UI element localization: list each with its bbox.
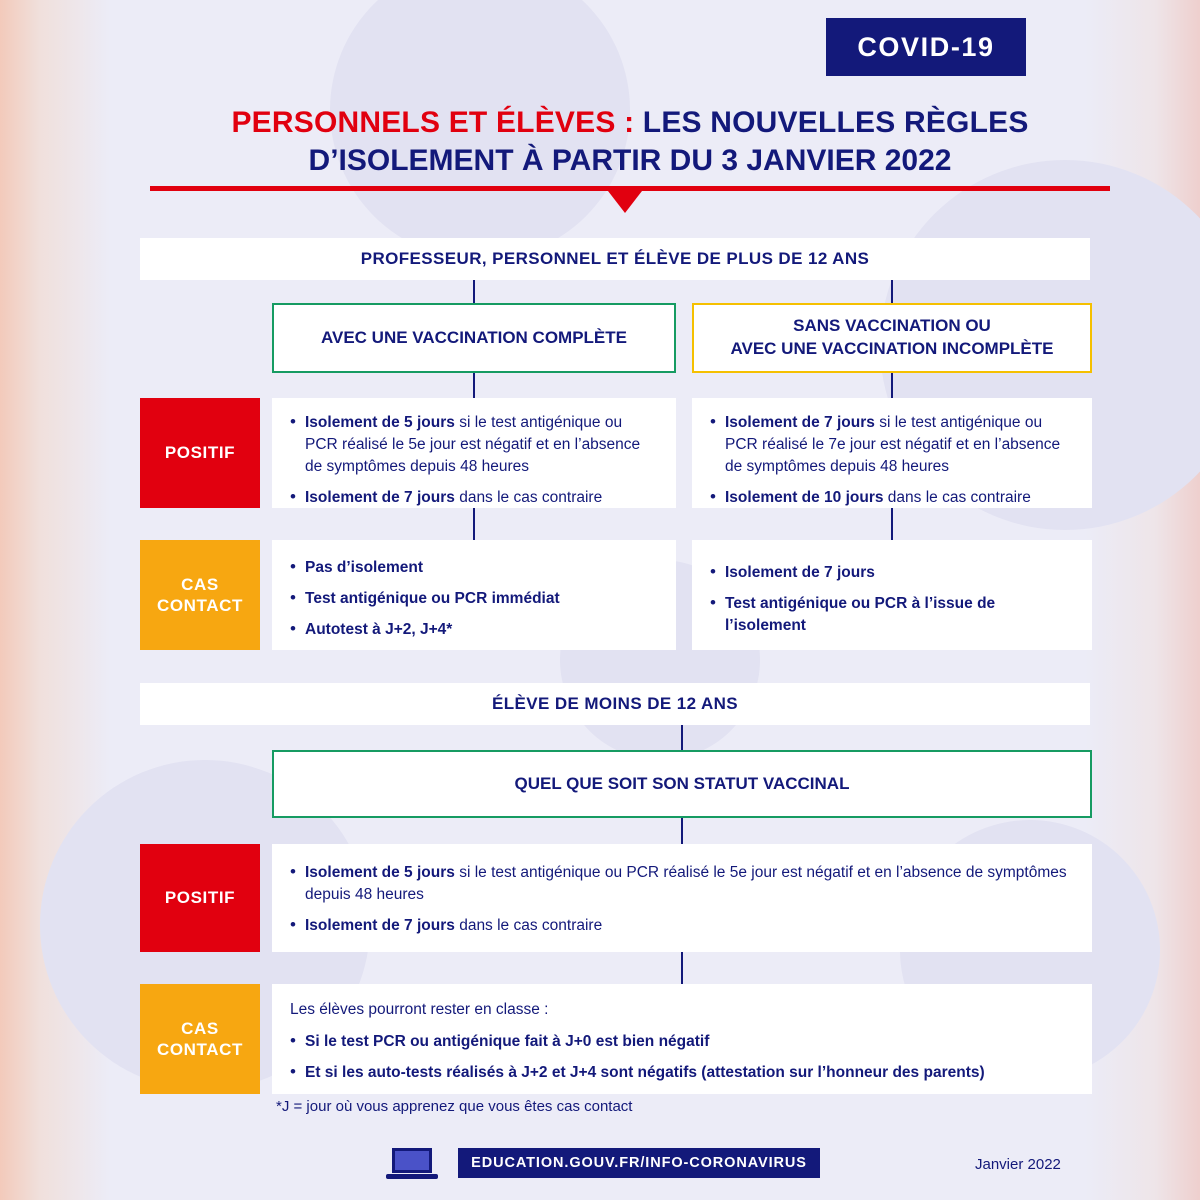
list-item-bold: Isolement de 5 jours [305,414,455,431]
section1-positive-left-panel [272,398,676,508]
list-item-bold: Isolement de 7 jours [305,917,455,934]
page-title-highlight: PERSONNELS ET ÉLÈVES : [231,106,635,139]
list-item-bold: Pas d’isolement [305,559,424,576]
list-item-bold: Isolement de 7 jours [725,414,875,431]
page-title-line2: D’ISOLEMENT À PARTIR DU 3 JANVIER 2022 [308,144,952,178]
section1-contact-right-panel [692,540,1092,650]
list-item [290,915,1074,937]
connector-line [473,280,475,303]
connector-line [473,373,475,398]
section2-contact-label-line2: CONTACT [156,1040,244,1059]
list-item-bold: Isolement de 7 jours [725,564,875,581]
list-item [290,1062,1074,1084]
list-item-text: si le test antigénique ou PCR réalisé le 7e jour est négatif et en l’absence de symptômes depuis 48 heures [725,414,1061,475]
connector-line [473,508,475,540]
section1-column-right-header-line1: SANS VACCINATION OU [793,316,991,336]
list-item [710,487,1074,509]
footer-url[interactable]: EDUCATION.GOUV.FR/INFO-CORONAVIRUS [458,1148,820,1178]
section2-header: QUEL QUE SOIT SON STATUT VACCINAL [272,750,1092,818]
section2-band: ÉLÈVE DE MOINS DE 12 ANS [140,683,1090,725]
section1-band: PROFESSEUR, PERSONNEL ET ÉLÈVE DE PLUS DE 12 ANS [140,238,1090,280]
section1-positive-label: POSITIF [140,398,260,508]
connector-line [891,373,893,398]
section1-column-right-header [692,303,1092,373]
section1-contact-label [140,540,260,650]
list-item [290,619,658,641]
laptop-icon [386,1146,438,1180]
section2-contact-label-line1: CAS [181,1018,219,1038]
section2-contact-panel [272,984,1092,1094]
down-arrow-icon [608,191,642,213]
connector-line [681,725,683,750]
list-item [290,557,658,579]
list-item-bold: Test antigénique ou PCR immédiat [305,590,560,607]
list-item [290,1031,1074,1053]
section1-contact-label-line1: CAS [181,574,219,594]
section2-contact-label [140,984,260,1094]
list-item [290,412,658,478]
page-title [150,104,1110,181]
section1-column-left-header: AVEC UNE VACCINATION COMPLÈTE [272,303,676,373]
section2-positive-label: POSITIF [140,844,260,952]
list-item-text: dans le cas contraire [454,917,603,934]
list-item-bold: Autotest à J+2, J+4* [305,621,453,638]
connector-line [891,508,893,540]
list-item [710,593,1074,637]
list-item-text: dans le cas contraire [883,489,1031,506]
list-item [290,487,658,509]
connector-line [891,280,893,303]
list-item [710,412,1074,478]
list-item [290,862,1074,906]
list-item-bold: Si le test PCR ou antigénique fait à J+0 est bien négatif [305,1033,710,1050]
section1-contact-left-panel [272,540,676,650]
list-item-bold: Isolement de 7 jours [305,489,455,506]
section1-contact-label-line2: CONTACT [156,596,244,615]
list-item-bold: Et si les auto-tests réalisés à J+2 et J+4 sont négatifs (attestation sur l’honneur des parents) [305,1064,985,1081]
list-item-text: si le test antigénique ou PCR réalisé le 5e jour est négatif et en l’absence de symptômes depuis 48 heures [305,864,1067,903]
section2-contact-lead: Les élèves pourront rester en classe : [290,1001,549,1018]
section2-positive-panel [272,844,1092,952]
list-item-bold: Isolement de 10 jours [725,489,884,506]
connector-line [681,818,683,844]
list-item-bold: Isolement de 5 jours [305,864,455,881]
list-item [710,562,1074,584]
section1-column-right-header-line2: AVEC UNE VACCINATION INCOMPLÈTE [730,339,1054,358]
footer-date: Janvier 2022 [975,1156,1061,1173]
section1-positive-right-panel [692,398,1092,508]
list-item-text: dans le cas contraire [454,489,603,506]
list-item [290,588,658,610]
connector-line [681,952,683,984]
list-item-text: si le test antigénique ou PCR réalisé le 5e jour est négatif et en l’absence de symptômes depuis 48 heures [305,414,641,475]
footnote: *J = jour où vous apprenez que vous êtes cas contact [276,1098,633,1115]
page-title-line1-rest: LES NOUVELLES RÈGLES [634,106,1029,139]
covid-badge: COVID-19 [826,18,1026,76]
list-item-bold: Test antigénique ou PCR à l’issue de l’isolement [725,595,996,634]
